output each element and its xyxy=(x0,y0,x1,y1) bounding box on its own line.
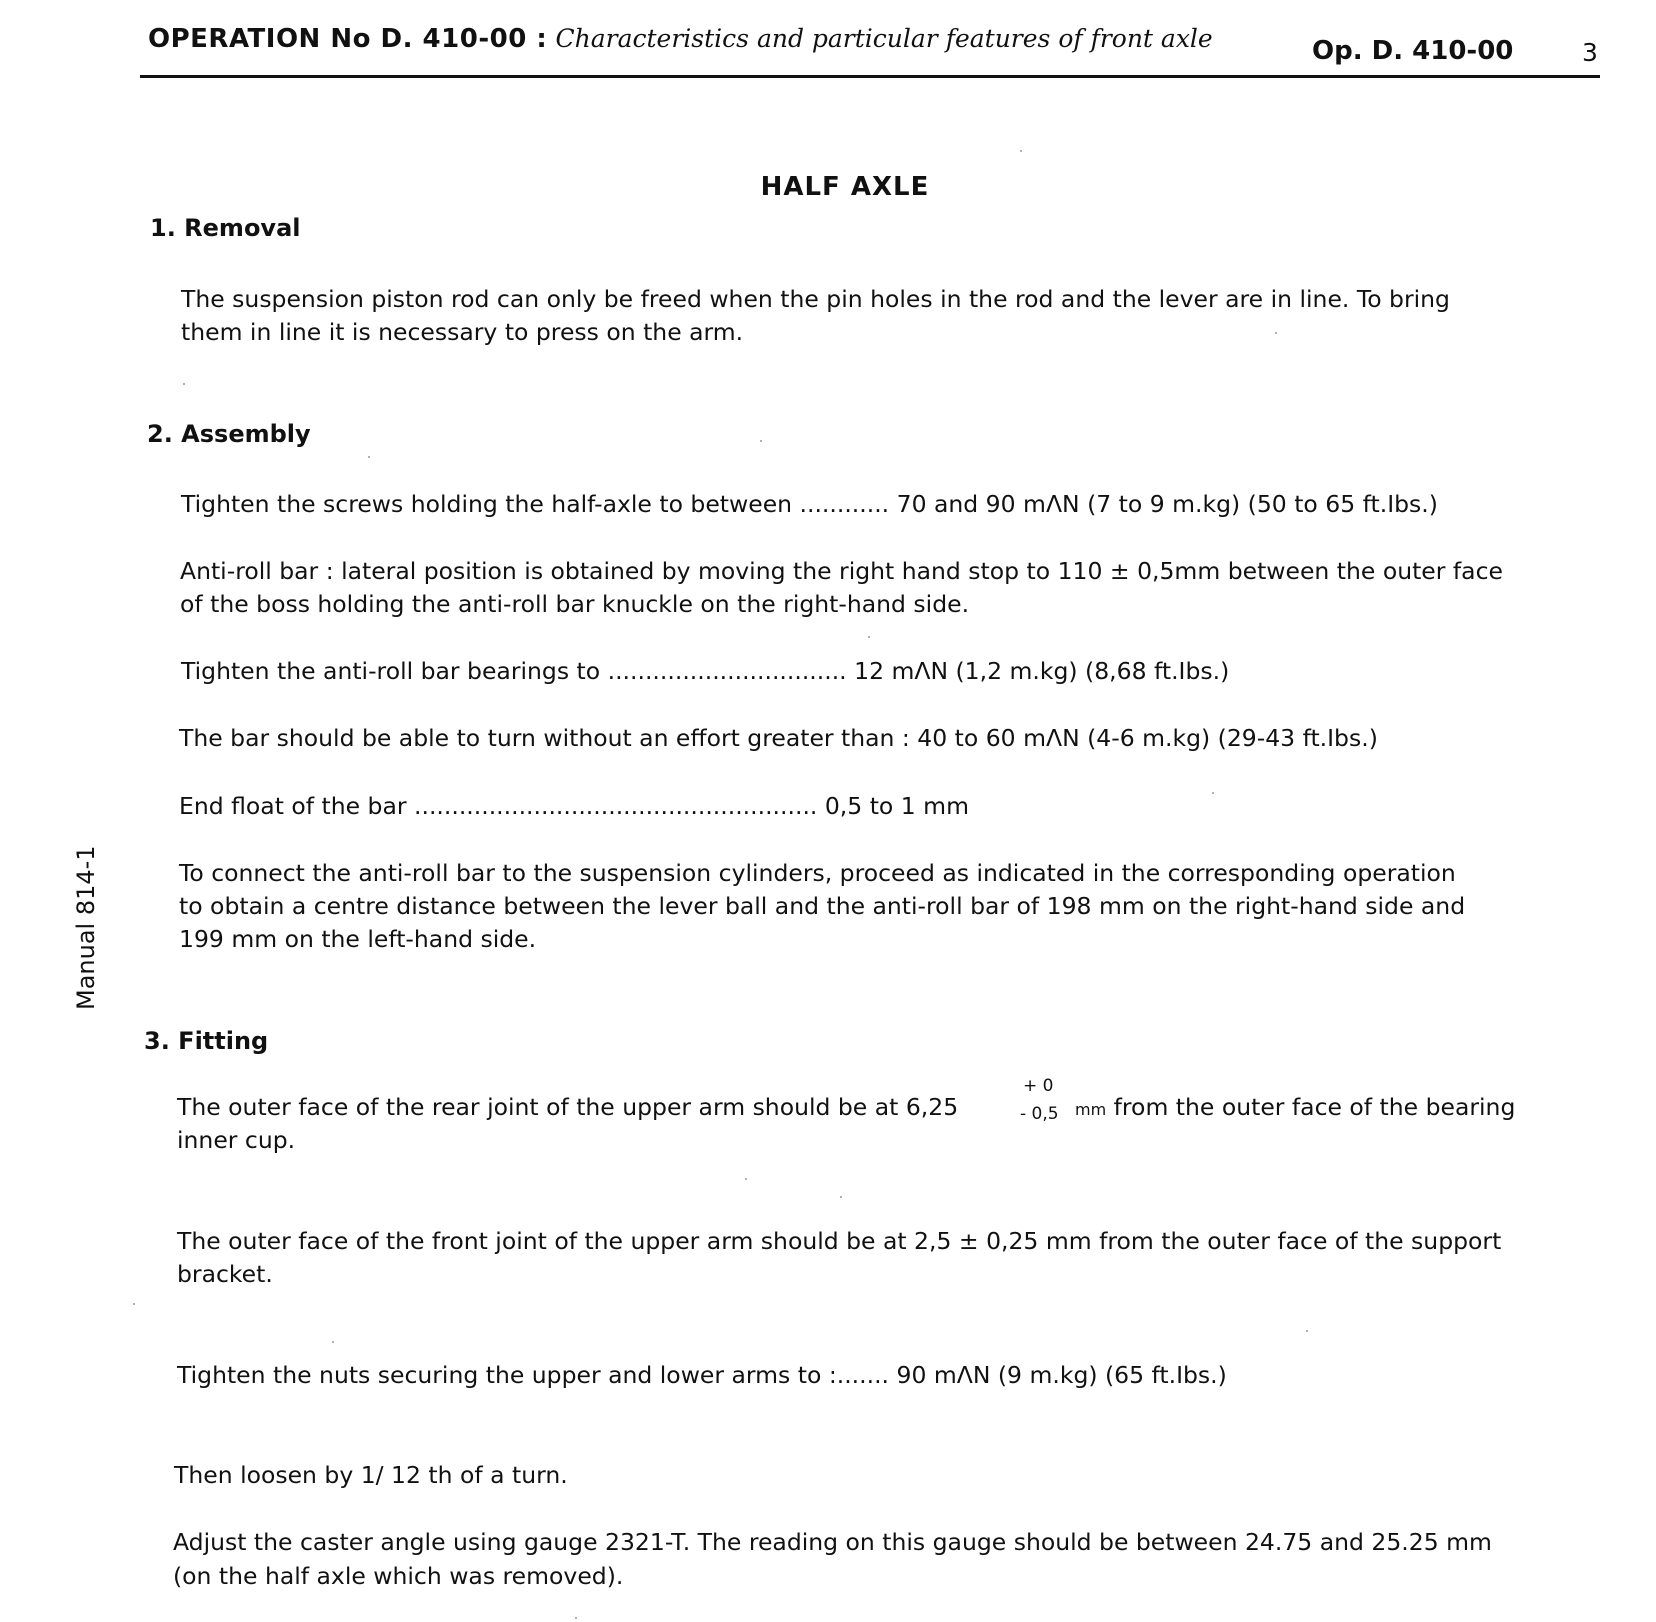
assembly-antiroll-line-1: Anti-roll bar : lateral position is obtained by moving the right hand stop to 110 ± 0,5mm between the outer face xyxy=(180,557,1503,585)
assembly-connect-line-3: 199 mm on the left-hand side. xyxy=(179,925,537,953)
fitting-rear-tolerance-minus: - 0,5 xyxy=(1020,1104,1059,1124)
scan-speck xyxy=(1020,150,1022,152)
fitting-rear-joint-text-end: mm from the outer face of the bearing xyxy=(1075,1093,1516,1121)
removal-text-line-1: The suspension piston rod can only be freed when the pin holes in the rod and the lever are in line. To bring xyxy=(181,285,1450,313)
assembly-heading: 2. Assembly xyxy=(147,420,311,448)
page-number: 3 xyxy=(1582,38,1598,67)
scan-speck xyxy=(760,440,762,442)
operation-code: Op. D. 410-00 xyxy=(1312,36,1514,66)
fitting-nuts-spec: Tighten the nuts securing the upper and lower arms to :....... 90 mΛN (9 m.kg) (65 ft.Ibs.) xyxy=(177,1361,1227,1389)
scan-speck xyxy=(368,456,370,458)
removal-text-line-2: them in line it is necessary to press on the arm. xyxy=(181,318,744,346)
scan-speck xyxy=(1275,332,1277,334)
fitting-front-joint-line-2: bracket. xyxy=(177,1260,273,1288)
assembly-bearings-spec: Tighten the anti-roll bar bearings to ................................ 12 mΛN (1,2 m.kg) (8,68 ft.Ibs.) xyxy=(181,657,1230,685)
scan-speck xyxy=(1306,1330,1308,1332)
side-label: Manual 814-1 xyxy=(72,845,100,1010)
assembly-turn-effort-spec: The bar should be able to turn without an effort greater than : 40 to 60 mΛN (4-6 m.kg) (29-43 ft.Ibs.) xyxy=(179,724,1378,752)
fitting-caster-line-2: (on the half axle which was removed). xyxy=(173,1562,624,1590)
scan-speck xyxy=(1212,792,1214,794)
fitting-rear-unit xyxy=(1075,1091,1515,1126)
scan-speck xyxy=(745,1178,747,1180)
assembly-screws-spec: Tighten the screws holding the half-axle to between ............ 70 and 90 mΛN (7 to 9 m.kg) (50 to 65 ft.Ibs.) xyxy=(181,490,1438,518)
header-rule xyxy=(140,75,1600,78)
scan-speck xyxy=(868,636,870,638)
section-title: HALF AXLE xyxy=(760,172,930,202)
scan-speck xyxy=(183,383,185,385)
scan-speck xyxy=(840,1196,842,1198)
scan-speck xyxy=(332,1341,334,1343)
fitting-caster-line-1: Adjust the caster angle using gauge 2321-T. The reading on this gauge should be between 24.75 and 25.25 mm xyxy=(173,1528,1492,1556)
operation-title: Characteristics and particular features of front axle xyxy=(555,24,1213,53)
removal-heading: 1. Removal xyxy=(150,214,301,242)
fitting-rear-tolerance-plus: + 0 xyxy=(1023,1076,1054,1096)
assembly-connect-line-1: To connect the anti-roll bar to the suspension cylinders, proceed as indicated in the corresponding operation xyxy=(179,859,1456,887)
page-header xyxy=(148,24,1213,54)
scan-speck xyxy=(133,1303,135,1305)
fitting-loosen-text: Then loosen by 1/ 12 th of a turn. xyxy=(174,1461,568,1489)
fitting-rear-joint-line-2: inner cup. xyxy=(177,1126,296,1154)
fitting-rear-joint-text: The outer face of the rear joint of the upper arm should be at 6,25 xyxy=(177,1093,959,1121)
operation-number: OPERATION No D. 410-00 : xyxy=(148,24,548,54)
scan-speck xyxy=(575,1617,577,1619)
assembly-antiroll-line-2: of the boss holding the anti-roll bar knuckle on the right-hand side. xyxy=(180,590,970,618)
assembly-connect-line-2: to obtain a centre distance between the lever ball and the anti-roll bar of 198 mm on the right-hand side and xyxy=(179,892,1466,920)
fitting-heading: 3. Fitting xyxy=(144,1027,269,1055)
assembly-end-float-spec: End float of the bar ...................................................... 0,5 to 1 mm xyxy=(179,792,969,820)
fitting-front-joint-line-1: The outer face of the front joint of the upper arm should be at 2,5 ± 0,25 mm from the outer face of the support xyxy=(177,1227,1502,1255)
